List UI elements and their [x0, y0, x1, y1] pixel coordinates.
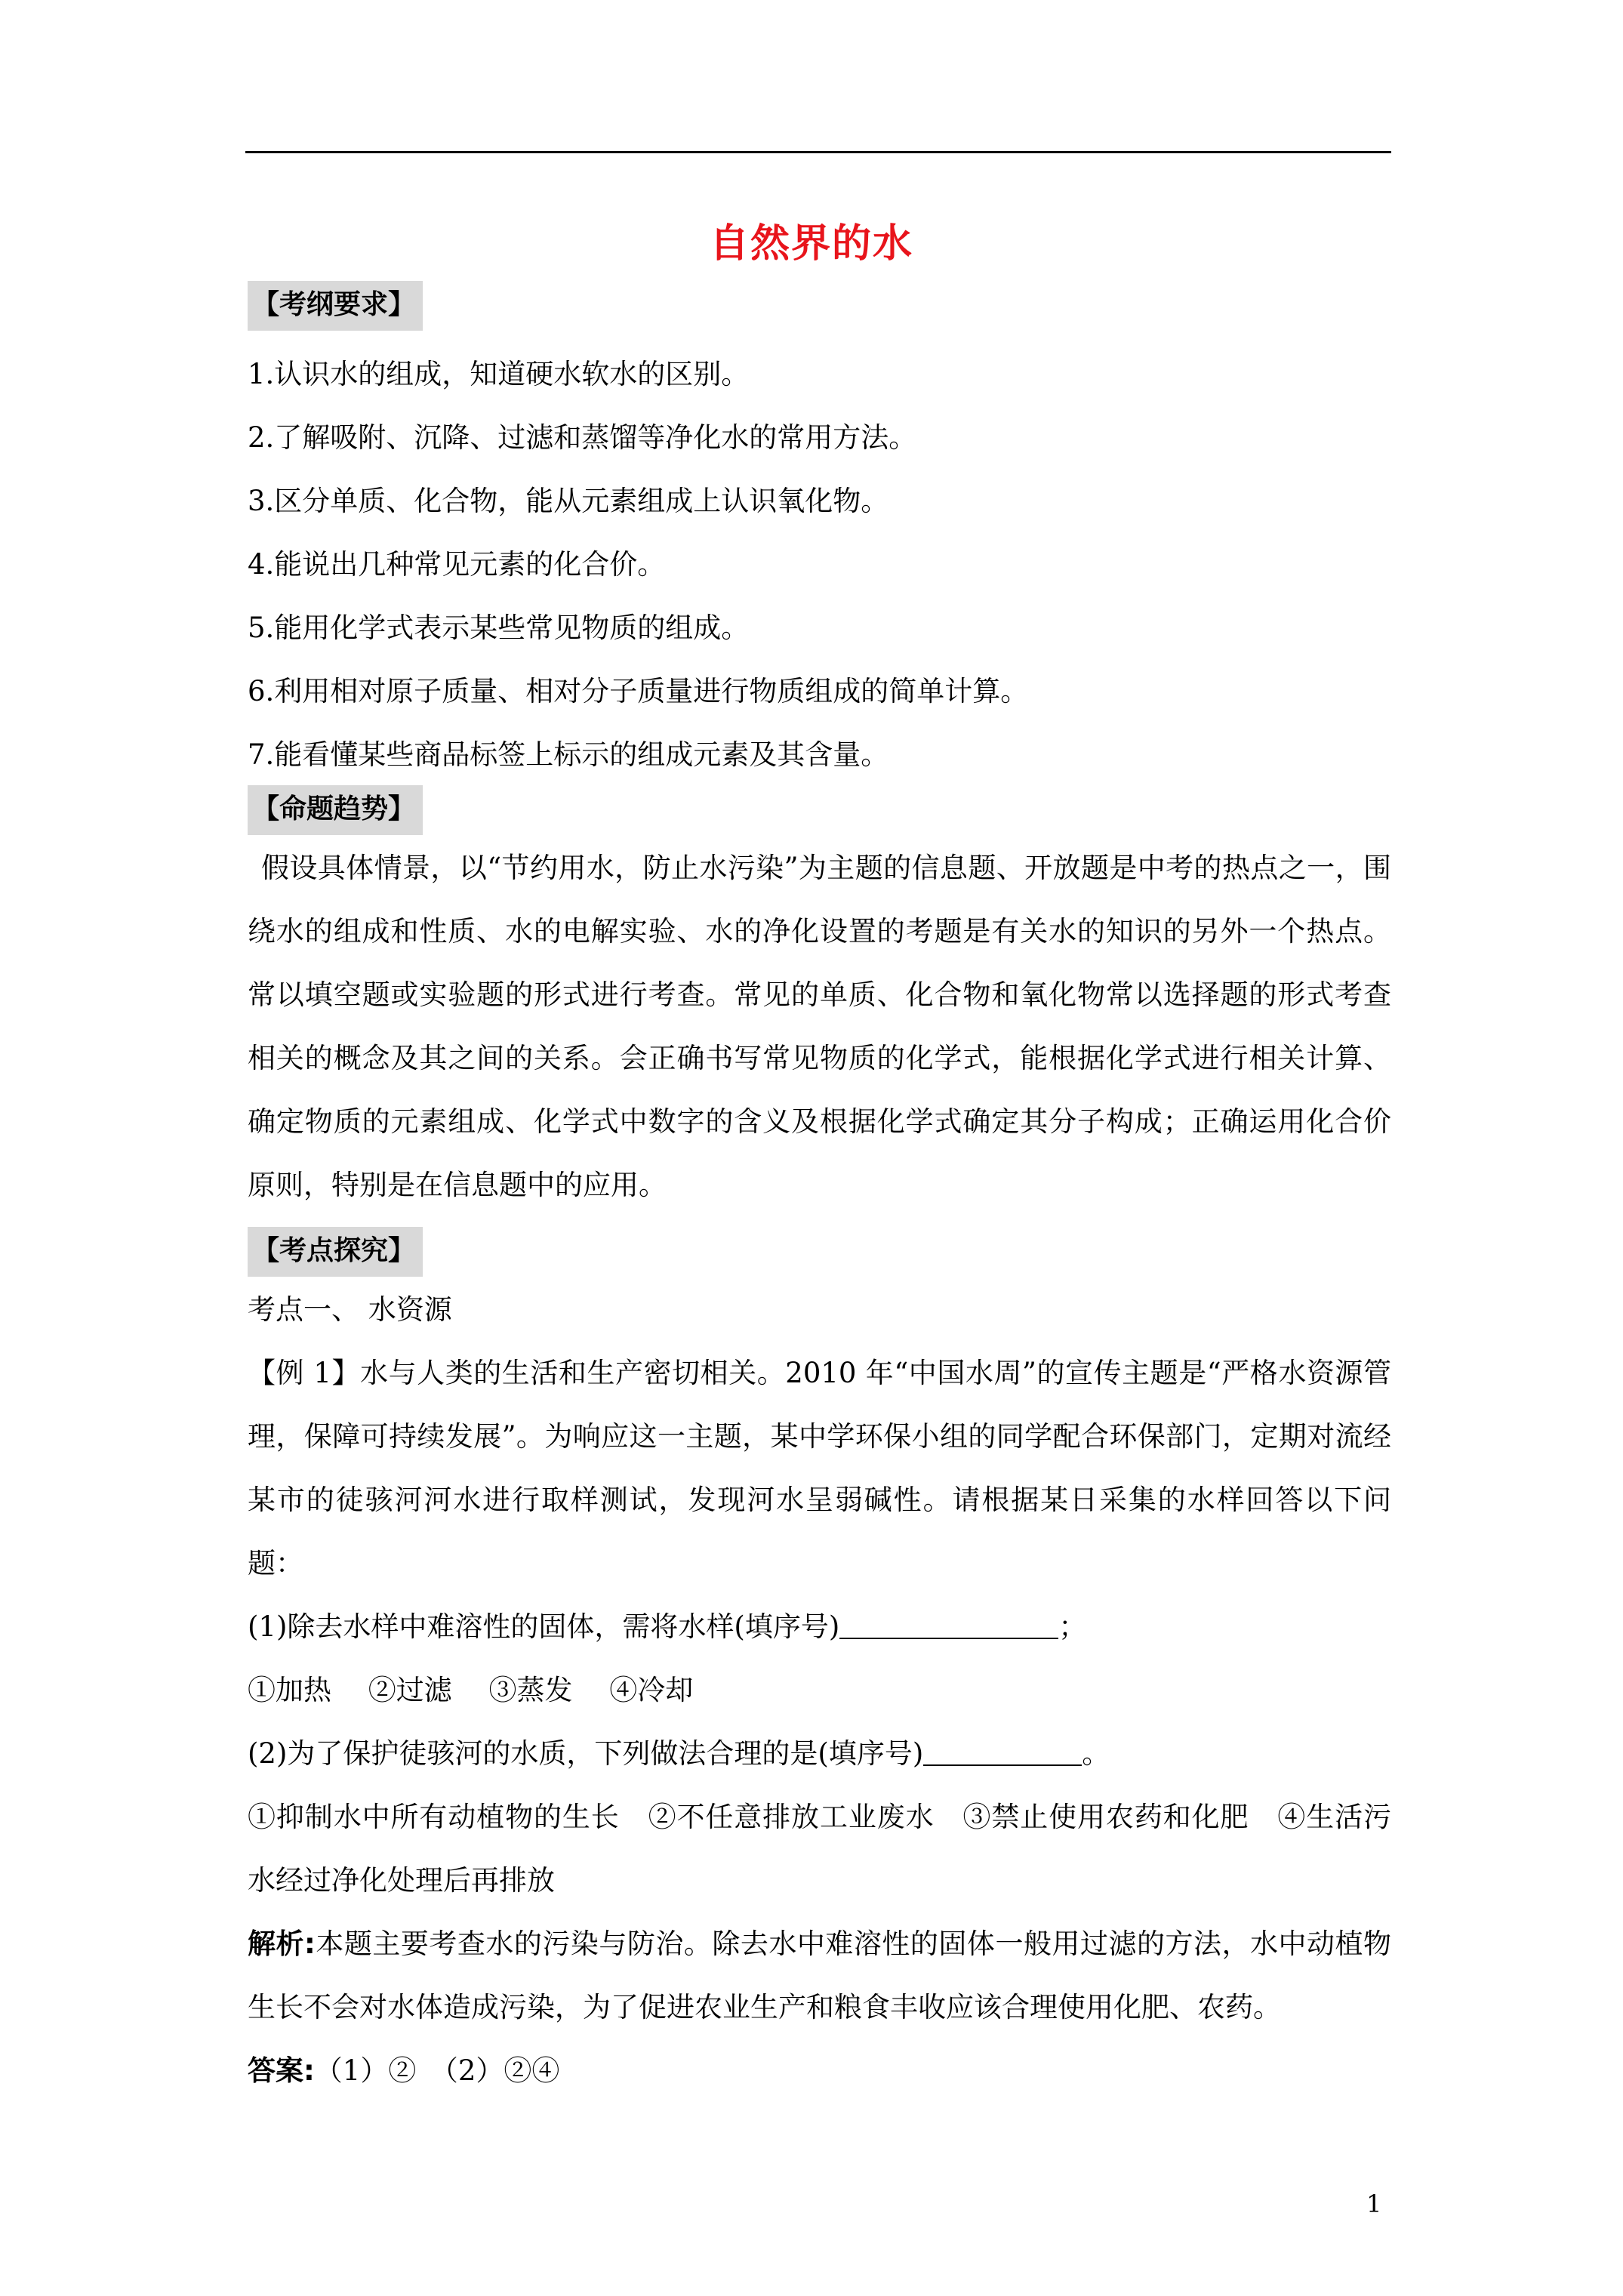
- answer-label: 答案:: [248, 2054, 315, 2087]
- outline-section: [248, 281, 1391, 787]
- trend-paragraph: 假设具体情景，以“节约用水，防止水污染”为主题的信息题、开放题是中考的热点之一，围绕水的组成和性质、水的电解实验、水的净化设置的考题是有关水的知识的另外一个热点。常以填空题或实验题的形式进行考查。常见的单质、化合物和氧化物常以选择题的形式考查相关的概念及其之间的关系。会正确书写常见物质的化学式，能根据化学式进行相关计算、确定物质的元素组成、化学式中数字的含义及根据化学式确定其分子构成；正确运用化合价原则，特别是在信息题中的应用。: [248, 852, 1391, 1201]
- question-2: [248, 1722, 1391, 1786]
- question-2-text: (2)为了保护徒骇河的水质，下列做法合理的是(填序号): [248, 1737, 924, 1770]
- outline-item: 1.认识水的组成，知道硬水软水的区别。: [248, 358, 750, 390]
- explore-tag: 【考点探究】: [248, 1227, 423, 1277]
- analysis-label: 解析:: [248, 1928, 316, 1960]
- page-number: 1: [1366, 2190, 1382, 2218]
- outline-item: 7.能看懂某些商品标签上标示的组成元素及其含量。: [248, 738, 889, 771]
- analysis: [248, 1912, 1391, 2039]
- outline-item: 6.利用相对原子质量、相对分子质量进行物质组成的简单计算。: [248, 675, 1029, 707]
- outline-tag: 【考纲要求】: [248, 281, 423, 331]
- question-2-end: 。: [1082, 1737, 1110, 1770]
- outline-item: 3.区分单质、化合物，能从元素组成上认识氧化物。: [248, 485, 889, 517]
- document-title: 自然界的水: [709, 221, 913, 267]
- analysis-text: 本题主要考查水的污染与防治。除去水中难溶性的固体一般用过滤的方法，水中动植物生长不会对水体造成污染，为了促进农业生产和粮食丰收应该合理使用化肥、农药。: [248, 1928, 1392, 2023]
- trend-tag: 【命题趋势】: [248, 785, 423, 835]
- answer-text: （1）② （2）②④: [314, 2054, 560, 2087]
- answer: [248, 2039, 1391, 2103]
- point-title: 考点一、 水资源: [248, 1293, 452, 1326]
- question-1-options: ①加热 ②过滤 ③蒸发 ④冷却: [248, 1674, 694, 1706]
- explore-section: [248, 1227, 1391, 2103]
- question-1: [248, 1595, 1391, 1659]
- header-rule: [245, 151, 1391, 153]
- question-2-options: ①抑制水中所有动植物的生长 ②不任意排放工业废水 ③禁止使用农药和化肥 ④生活污水经过净化处理后再排放: [248, 1801, 1391, 1897]
- question-1-end: ；: [1058, 1610, 1087, 1643]
- answer-blank-2: [923, 1734, 1082, 1766]
- outline-item: 5.能用化学式表示某些常见物质的组成。: [248, 612, 750, 644]
- outline-item: 4.能说出几种常见元素的化合价。: [248, 548, 666, 581]
- trend-section: [248, 785, 1391, 1217]
- outline-item: 2.了解吸附、沉降、过滤和蒸馏等净化水的常用方法。: [248, 421, 917, 454]
- answer-blank-1: [839, 1607, 1058, 1639]
- example-intro: 【例 1】水与人类的生活和生产密切相关。2010 年“中国水周”的宣传主题是“严格水资源管理，保障可持续发展”。为响应这一主题，某中学环保小组的同学配合环保部门，定期对流经某市的徒骇河河水进行取样测试，发现河水呈弱碱性。请根据某日采集的水样回答以下问题：: [248, 1357, 1391, 1579]
- question-1-text: (1)除去水样中难溶性的固体，需将水样(填序号): [248, 1610, 840, 1643]
